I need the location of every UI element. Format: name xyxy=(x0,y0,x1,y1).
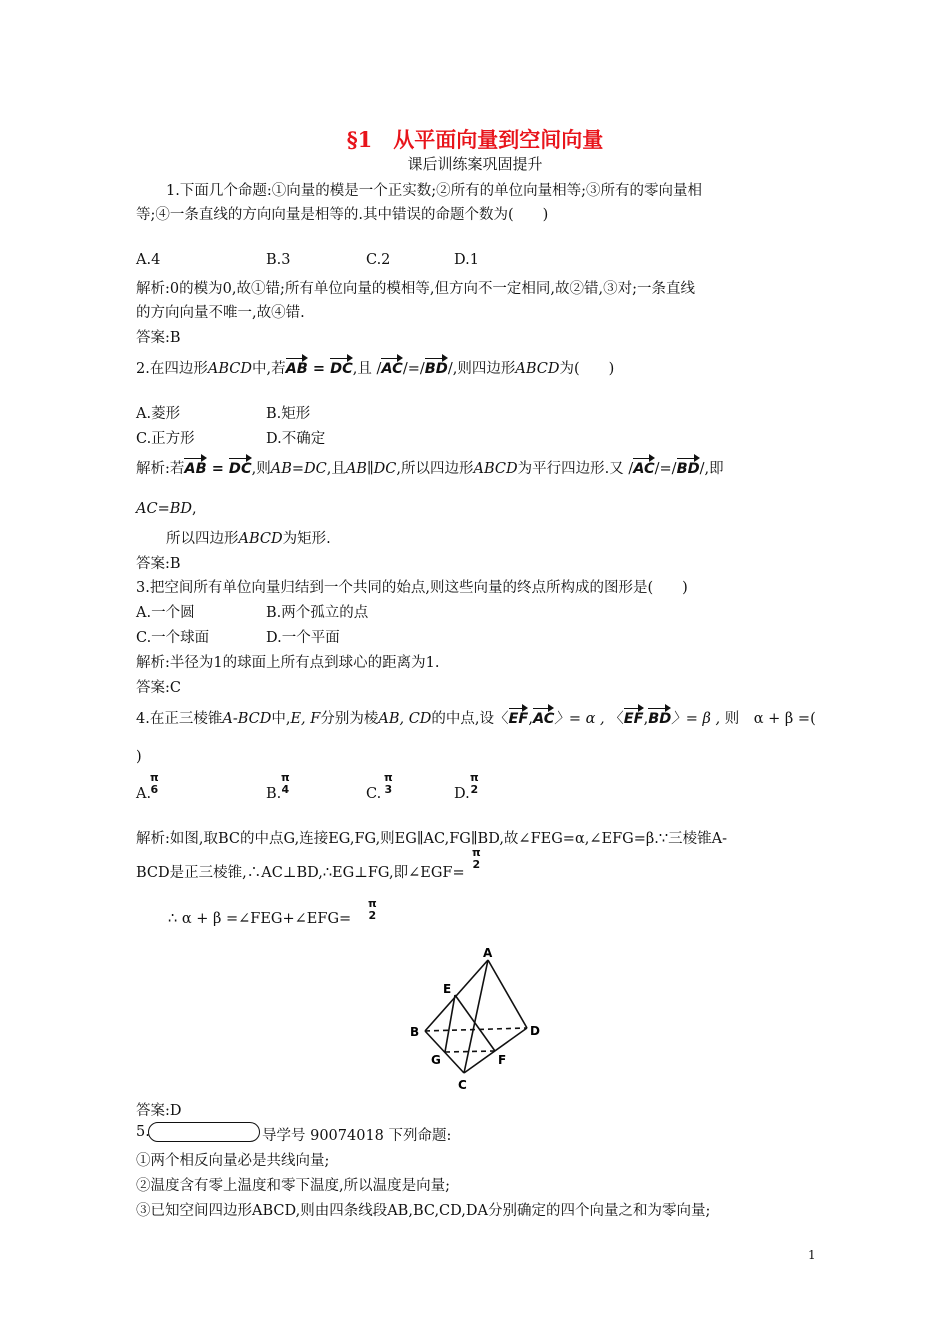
q4-solution-line3-fraction: π 2 xyxy=(368,897,377,922)
problem-id-box xyxy=(148,1122,260,1142)
q1-stem-line1: 1.下面几个命题:①向量的模是一个正实数;②所有的单位向量相等;③所有的零向量相 xyxy=(166,183,702,199)
page-title: §1 从平面向量到空间向量 xyxy=(346,127,604,152)
q2-stem: 2.在四边形ABCD中,若AB = DC,且 /AC/=/BD/,则四边形ABCD为( ) xyxy=(136,356,614,378)
page-number: 1 xyxy=(808,1248,816,1262)
q4-solution-line2-fraction: π 2 xyxy=(472,846,481,871)
q2-option-d: D.不确定 xyxy=(266,431,326,447)
q1-option-a: A.4 xyxy=(136,252,161,268)
q5-item3: ③已知空间四边形ABCD,则由四条线段AB,BC,CD,DA分别确定的四个向量之和为零向量; xyxy=(136,1203,711,1219)
vector-ef: EF xyxy=(509,706,529,727)
edge-ac xyxy=(464,960,488,1073)
q4-solution-line3: ∴ α + β =∠FEG+∠EFG= xyxy=(168,911,352,927)
q4-solution-line2: BCD是正三棱锥,∴AC⊥BD,∴EG⊥FG,即∠EGF= xyxy=(136,865,465,881)
q4-solution-line1: 解析:如图,取BC的中点G,连接EG,FG,则EG∥AC,FG∥BD,故∠FEG=α,∠EFG=β.∵三棱锥A- xyxy=(136,831,727,847)
q2-solution-line3: 所以四边形ABCD为矩形. xyxy=(166,531,331,547)
q4-option-d-fraction: π 2 xyxy=(470,771,479,796)
q4-option-c-fraction: π 3 xyxy=(384,771,393,796)
edge-ab xyxy=(425,960,488,1031)
q3-option-d: D.一个平面 xyxy=(266,630,340,646)
q4-option-b: B. xyxy=(266,786,282,802)
edge-ad xyxy=(488,960,527,1028)
vector-bd: BD xyxy=(425,356,448,377)
q5-item1: ①两个相反向量必是共线向量; xyxy=(136,1153,330,1169)
label-a: A xyxy=(483,946,493,960)
label-d: D xyxy=(530,1024,540,1038)
q4-option-c: C. xyxy=(366,786,382,802)
segment-ef xyxy=(455,995,495,1051)
vector-bd: BD xyxy=(677,456,700,477)
tetrahedron-figure xyxy=(400,940,550,1100)
q5-item2: ②温度含有零上温度和零下温度,所以温度是向量; xyxy=(136,1178,450,1194)
q1-stem-line2: 等;④一条直线的方向向量是相等的.其中错误的命题个数为( ) xyxy=(136,207,549,223)
q4-option-d: D. xyxy=(454,786,470,802)
edge-bd xyxy=(425,1028,527,1031)
vector-ac: AC xyxy=(381,356,402,377)
segment-gf xyxy=(445,1051,495,1052)
q2-answer: 答案:B xyxy=(136,556,181,572)
vector-bd: BD xyxy=(648,706,671,727)
label-g: G xyxy=(431,1053,441,1067)
q4-option-a-fraction: π 6 xyxy=(150,771,159,796)
q2-solution-line2: AC=BD, xyxy=(136,501,197,517)
q1-answer: 答案:B xyxy=(136,330,181,346)
q4-stem-close: ) xyxy=(136,749,142,765)
vector-dc: DC xyxy=(229,456,252,477)
label-c: C xyxy=(458,1078,467,1092)
q1-option-b: B.3 xyxy=(266,252,291,268)
q4-option-a: A. xyxy=(136,786,152,802)
vector-ac: AC xyxy=(633,456,654,477)
q3-answer: 答案:C xyxy=(136,680,181,696)
q2-solution-line1: 解析:若AB = DC,则AB=DC,且AB∥DC,所以四边形ABCD为平行四边形.又 /AC/=/BD/,即 xyxy=(136,456,724,478)
q4-stem: 4.在正三棱锥A-BCD中,E, F分别为棱AB, CD的中点,设〈EF,AC〉= α , 〈EF,BD〉= β , 则 α + β =( xyxy=(136,706,816,728)
q4-option-b-fraction: π 4 xyxy=(281,771,290,796)
q3-option-a: A.一个圆 xyxy=(136,605,195,621)
label-b: B xyxy=(410,1025,420,1039)
q3-stem: 3.把空间所有单位向量归结到一个共同的始点,则这些向量的终点所构成的图形是( ) xyxy=(136,580,688,596)
q1-option-d: D.1 xyxy=(454,252,479,268)
q5-stem: 导学号 90074018 下列命题: xyxy=(262,1128,452,1144)
label-e: E xyxy=(443,982,452,996)
page-subtitle: 课后训练案巩固提升 xyxy=(407,155,543,173)
q5-number: 5. xyxy=(136,1124,150,1140)
vector-dc: DC xyxy=(330,356,353,377)
vector-ab: AB xyxy=(286,356,308,377)
vector-ac: AC xyxy=(533,706,554,727)
label-f: F xyxy=(498,1053,507,1067)
q3-option-b: B.两个孤立的点 xyxy=(266,605,369,621)
q2-option-b: B.矩形 xyxy=(266,406,311,422)
q4-answer: 答案:D xyxy=(136,1103,182,1119)
q1-option-c: C.2 xyxy=(366,252,391,268)
q3-solution: 解析:半径为1的球面上所有点到球心的距离为1. xyxy=(136,655,440,671)
q2-option-a: A.菱形 xyxy=(136,406,181,422)
q1-solution-line2: 的方向向量不唯一,故④错. xyxy=(136,305,305,321)
vector-ab: AB xyxy=(184,456,206,477)
vector-ef: EF xyxy=(624,706,644,727)
q1-solution-line1: 解析:0的模为0,故①错;所有单位向量的模相等,但方向不一定相同,故②错,③对;一条直线 xyxy=(136,281,696,297)
q2-option-c: C.正方形 xyxy=(136,431,195,447)
q3-option-c: C.一个球面 xyxy=(136,630,210,646)
